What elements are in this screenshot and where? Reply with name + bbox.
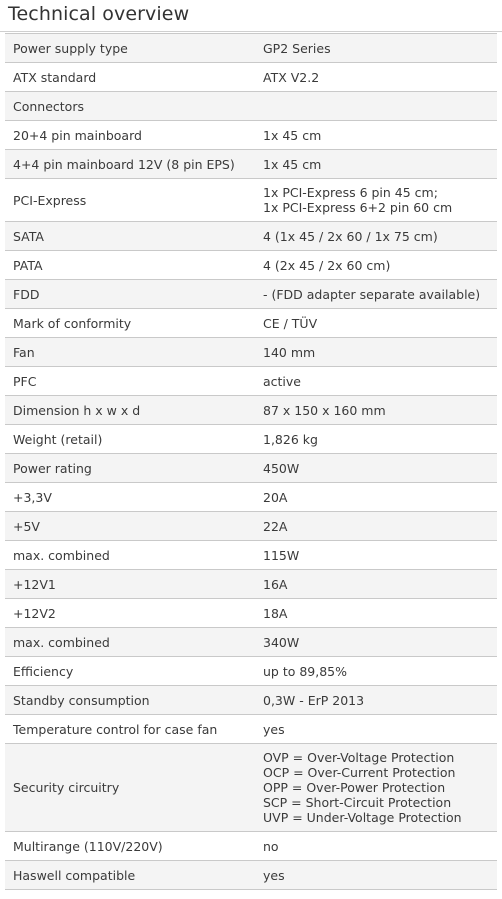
spec-row: [5, 512, 497, 541]
spec-value-line: OPP = Over-Power Protection: [263, 780, 446, 795]
spec-value: [247, 425, 497, 454]
spec-value: [247, 483, 497, 512]
spec-key: max. combined: [5, 628, 247, 657]
spec-value: [247, 628, 497, 657]
spec-value-line: 115W: [263, 547, 300, 563]
spec-key: 20+4 pin mainboard: [5, 121, 247, 150]
spec-row: [5, 861, 497, 890]
spec-value-line: 0,3W - ErP 2013: [263, 692, 365, 708]
spec-value-line: - (FDD adapter separate available): [263, 286, 481, 302]
spec-value: [247, 34, 497, 63]
spec-value: [247, 744, 497, 832]
spec-value-line: no: [263, 838, 279, 854]
spec-key: +5V: [5, 512, 247, 541]
spec-table: [5, 33, 497, 890]
spec-key: Efficiency: [5, 657, 247, 686]
spec-key: Standby consumption: [5, 686, 247, 715]
spec-key: +12V1: [5, 570, 247, 599]
spec-key: Weight (retail): [5, 425, 247, 454]
spec-value-line: UVP = Under-Voltage Protection: [263, 810, 462, 825]
spec-value-line: yes: [263, 867, 285, 883]
spec-value-line: active: [263, 373, 301, 389]
spec-row: [5, 628, 497, 657]
spec-key: PFC: [5, 367, 247, 396]
spec-key: Fan: [5, 338, 247, 367]
spec-row: [5, 222, 497, 251]
spec-row: [5, 686, 497, 715]
spec-value: [247, 121, 497, 150]
spec-key: +12V2: [5, 599, 247, 628]
spec-value: [247, 179, 497, 222]
spec-key: FDD: [5, 280, 247, 309]
spec-key: Mark of conformity: [5, 309, 247, 338]
page-title: Technical overview: [8, 3, 190, 25]
spec-row: [5, 570, 497, 599]
spec-value-line: GP2 Series: [263, 40, 331, 56]
spec-value: [247, 338, 497, 367]
spec-row: [5, 744, 497, 832]
spec-value-line: 1x PCI-Express 6+2 pin 60 cm: [263, 200, 453, 215]
spec-value-line: OCP = Over-Current Protection: [263, 765, 456, 780]
spec-key: PCI-Express: [5, 179, 247, 222]
spec-value-line: 1,826 kg: [263, 431, 318, 447]
spec-key: max. combined: [5, 541, 247, 570]
spec-key: Security circuitry: [5, 744, 247, 832]
spec-key: Connectors: [5, 92, 247, 121]
spec-row: [5, 338, 497, 367]
spec-value: [247, 280, 497, 309]
spec-value-line: 340W: [263, 634, 300, 650]
spec-value: [247, 715, 497, 744]
spec-row: [5, 657, 497, 686]
spec-row: [5, 541, 497, 570]
spec-key: SATA: [5, 222, 247, 251]
spec-key: Temperature control for case fan: [5, 715, 247, 744]
spec-value: [247, 309, 497, 338]
spec-value-line: up to 89,85%: [263, 663, 348, 679]
spec-row: [5, 367, 497, 396]
spec-value: [247, 367, 497, 396]
spec-key: Haswell compatible: [5, 861, 247, 890]
spec-key: ATX standard: [5, 63, 247, 92]
spec-value: [247, 396, 497, 425]
spec-value-line: 140 mm: [263, 344, 316, 360]
spec-value: [247, 570, 497, 599]
spec-key: Multirange (110V/220V): [5, 832, 247, 861]
spec-key: Power supply type: [5, 34, 247, 63]
spec-row: [5, 121, 497, 150]
spec-key: PATA: [5, 251, 247, 280]
spec-row: [5, 483, 497, 512]
spec-value-line: 87 x 150 x 160 mm: [263, 402, 386, 418]
spec-value: [247, 832, 497, 861]
spec-value: [247, 512, 497, 541]
spec-table-body: [5, 34, 497, 890]
spec-value-line: 1x PCI-Express 6 pin 45 cm;: [263, 185, 438, 200]
spec-row: [5, 309, 497, 338]
spec-row: [5, 92, 497, 121]
spec-value-line: 450W: [263, 460, 300, 476]
spec-value-line: ATX V2.2: [263, 69, 320, 85]
spec-value: [247, 150, 497, 179]
spec-value: [247, 251, 497, 280]
spec-row: [5, 454, 497, 483]
spec-value-line: 1x 45 cm: [263, 127, 322, 143]
spec-value: [247, 686, 497, 715]
spec-value: [247, 454, 497, 483]
spec-key: Power rating: [5, 454, 247, 483]
spec-value-line: SCP = Short-Circuit Protection: [263, 795, 452, 810]
spec-row: [5, 251, 497, 280]
spec-value-line: 16A: [263, 576, 288, 592]
spec-row: [5, 425, 497, 454]
spec-row: [5, 280, 497, 309]
title-divider: [0, 31, 502, 32]
spec-value: [247, 861, 497, 890]
spec-key: +3,3V: [5, 483, 247, 512]
spec-value-line: yes: [263, 721, 285, 737]
spec-value-line: 1x 45 cm: [263, 156, 322, 172]
spec-row: [5, 396, 497, 425]
spec-value: [247, 63, 497, 92]
spec-key: Dimension h x w x d: [5, 396, 247, 425]
spec-value: [247, 657, 497, 686]
spec-value: [247, 222, 497, 251]
spec-value-line: 18A: [263, 605, 288, 621]
spec-key: 4+4 pin mainboard 12V (8 pin EPS): [5, 150, 247, 179]
spec-value-line: 20A: [263, 489, 288, 505]
spec-row: [5, 599, 497, 628]
spec-row: [5, 715, 497, 744]
spec-value-line: 22A: [263, 518, 288, 534]
spec-value-line: 4 (2x 45 / 2x 60 cm): [263, 257, 391, 273]
spec-row: [5, 179, 497, 222]
spec-value: [247, 599, 497, 628]
spec-row: [5, 832, 497, 861]
spec-value: [247, 541, 497, 570]
spec-value-line: OVP = Over-Voltage Protection: [263, 750, 455, 765]
spec-row: [5, 150, 497, 179]
spec-value-line: CE / TÜV: [263, 315, 318, 331]
spec-row: [5, 34, 497, 63]
spec-value: [247, 92, 497, 121]
spec-row: [5, 63, 497, 92]
spec-value-line: 4 (1x 45 / 2x 60 / 1x 75 cm): [263, 228, 438, 244]
